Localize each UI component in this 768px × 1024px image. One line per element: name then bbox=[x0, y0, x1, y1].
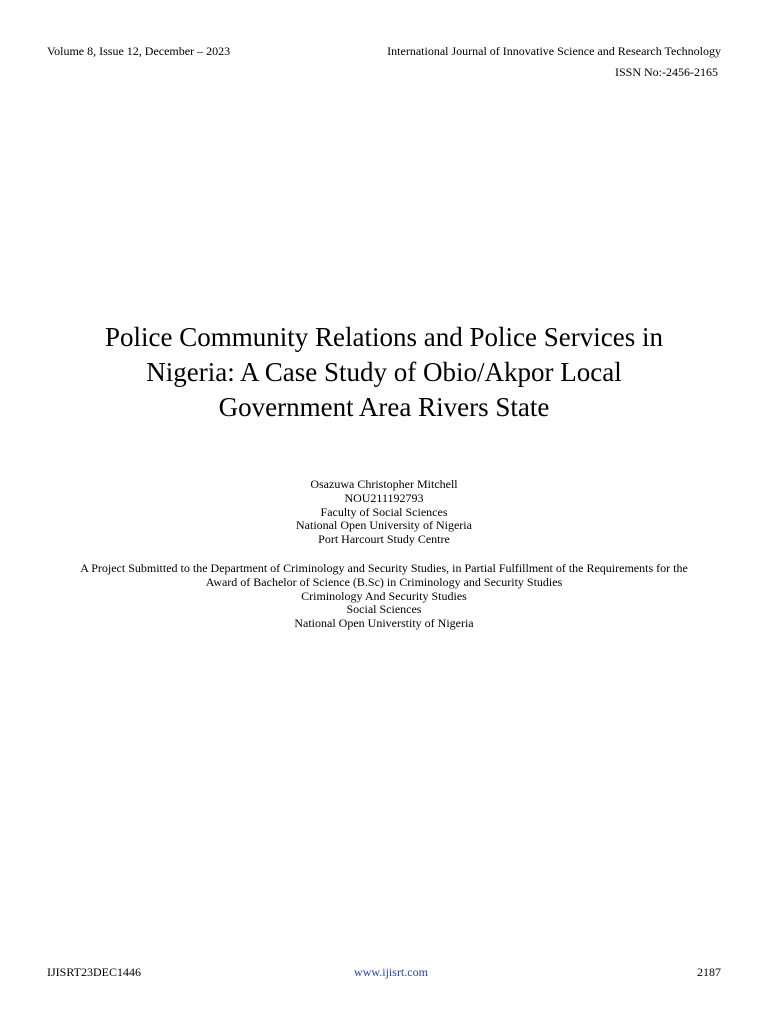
project-statement-block bbox=[0, 562, 768, 631]
author-id: NOU211192793 bbox=[344, 490, 424, 505]
header-issn: ISSN No:-2456-2165 bbox=[614, 65, 718, 79]
footer-page-number: 2187 bbox=[697, 965, 721, 979]
project-statement-line: Award of Bachelor of Science (B.Sc) in Criminology and Security Studies bbox=[205, 574, 563, 589]
author-name: Osazuwa Christopher Mitchell bbox=[310, 477, 458, 491]
header-journal-name: International Journal of Innovative Science and Research Technology bbox=[387, 44, 721, 58]
author-faculty: Faculty of Social Sciences bbox=[320, 504, 448, 519]
project-faculty: Social Sciences bbox=[346, 602, 422, 617]
project-university: National Open Universtity of Nigeria bbox=[294, 616, 474, 631]
title-line: Nigeria: A Case Study of Obio/Akpor Local bbox=[146, 357, 622, 387]
project-department: Criminology And Security Studies bbox=[301, 588, 467, 603]
author-block bbox=[0, 478, 768, 547]
footer-website-link[interactable]: www.ijisrt.com bbox=[354, 965, 428, 979]
title-line: Government Area Rivers State bbox=[218, 392, 550, 422]
paper-title bbox=[0, 320, 768, 425]
author-university: National Open University of Nigeria bbox=[296, 518, 472, 533]
footer-paper-code: IJISRT23DEC1446 bbox=[47, 965, 141, 979]
title-line: Police Community Relations and Police Services in bbox=[105, 322, 663, 352]
author-study-centre: Port Harcourt Study Centre bbox=[318, 532, 450, 547]
header-volume-issue: Volume 8, Issue 12, December – 2023 bbox=[47, 44, 231, 58]
project-statement-line: A Project Submitted to the Department of Criminology and Security Studies, in Partial Fulfillment of the Requirements for the bbox=[80, 561, 688, 575]
